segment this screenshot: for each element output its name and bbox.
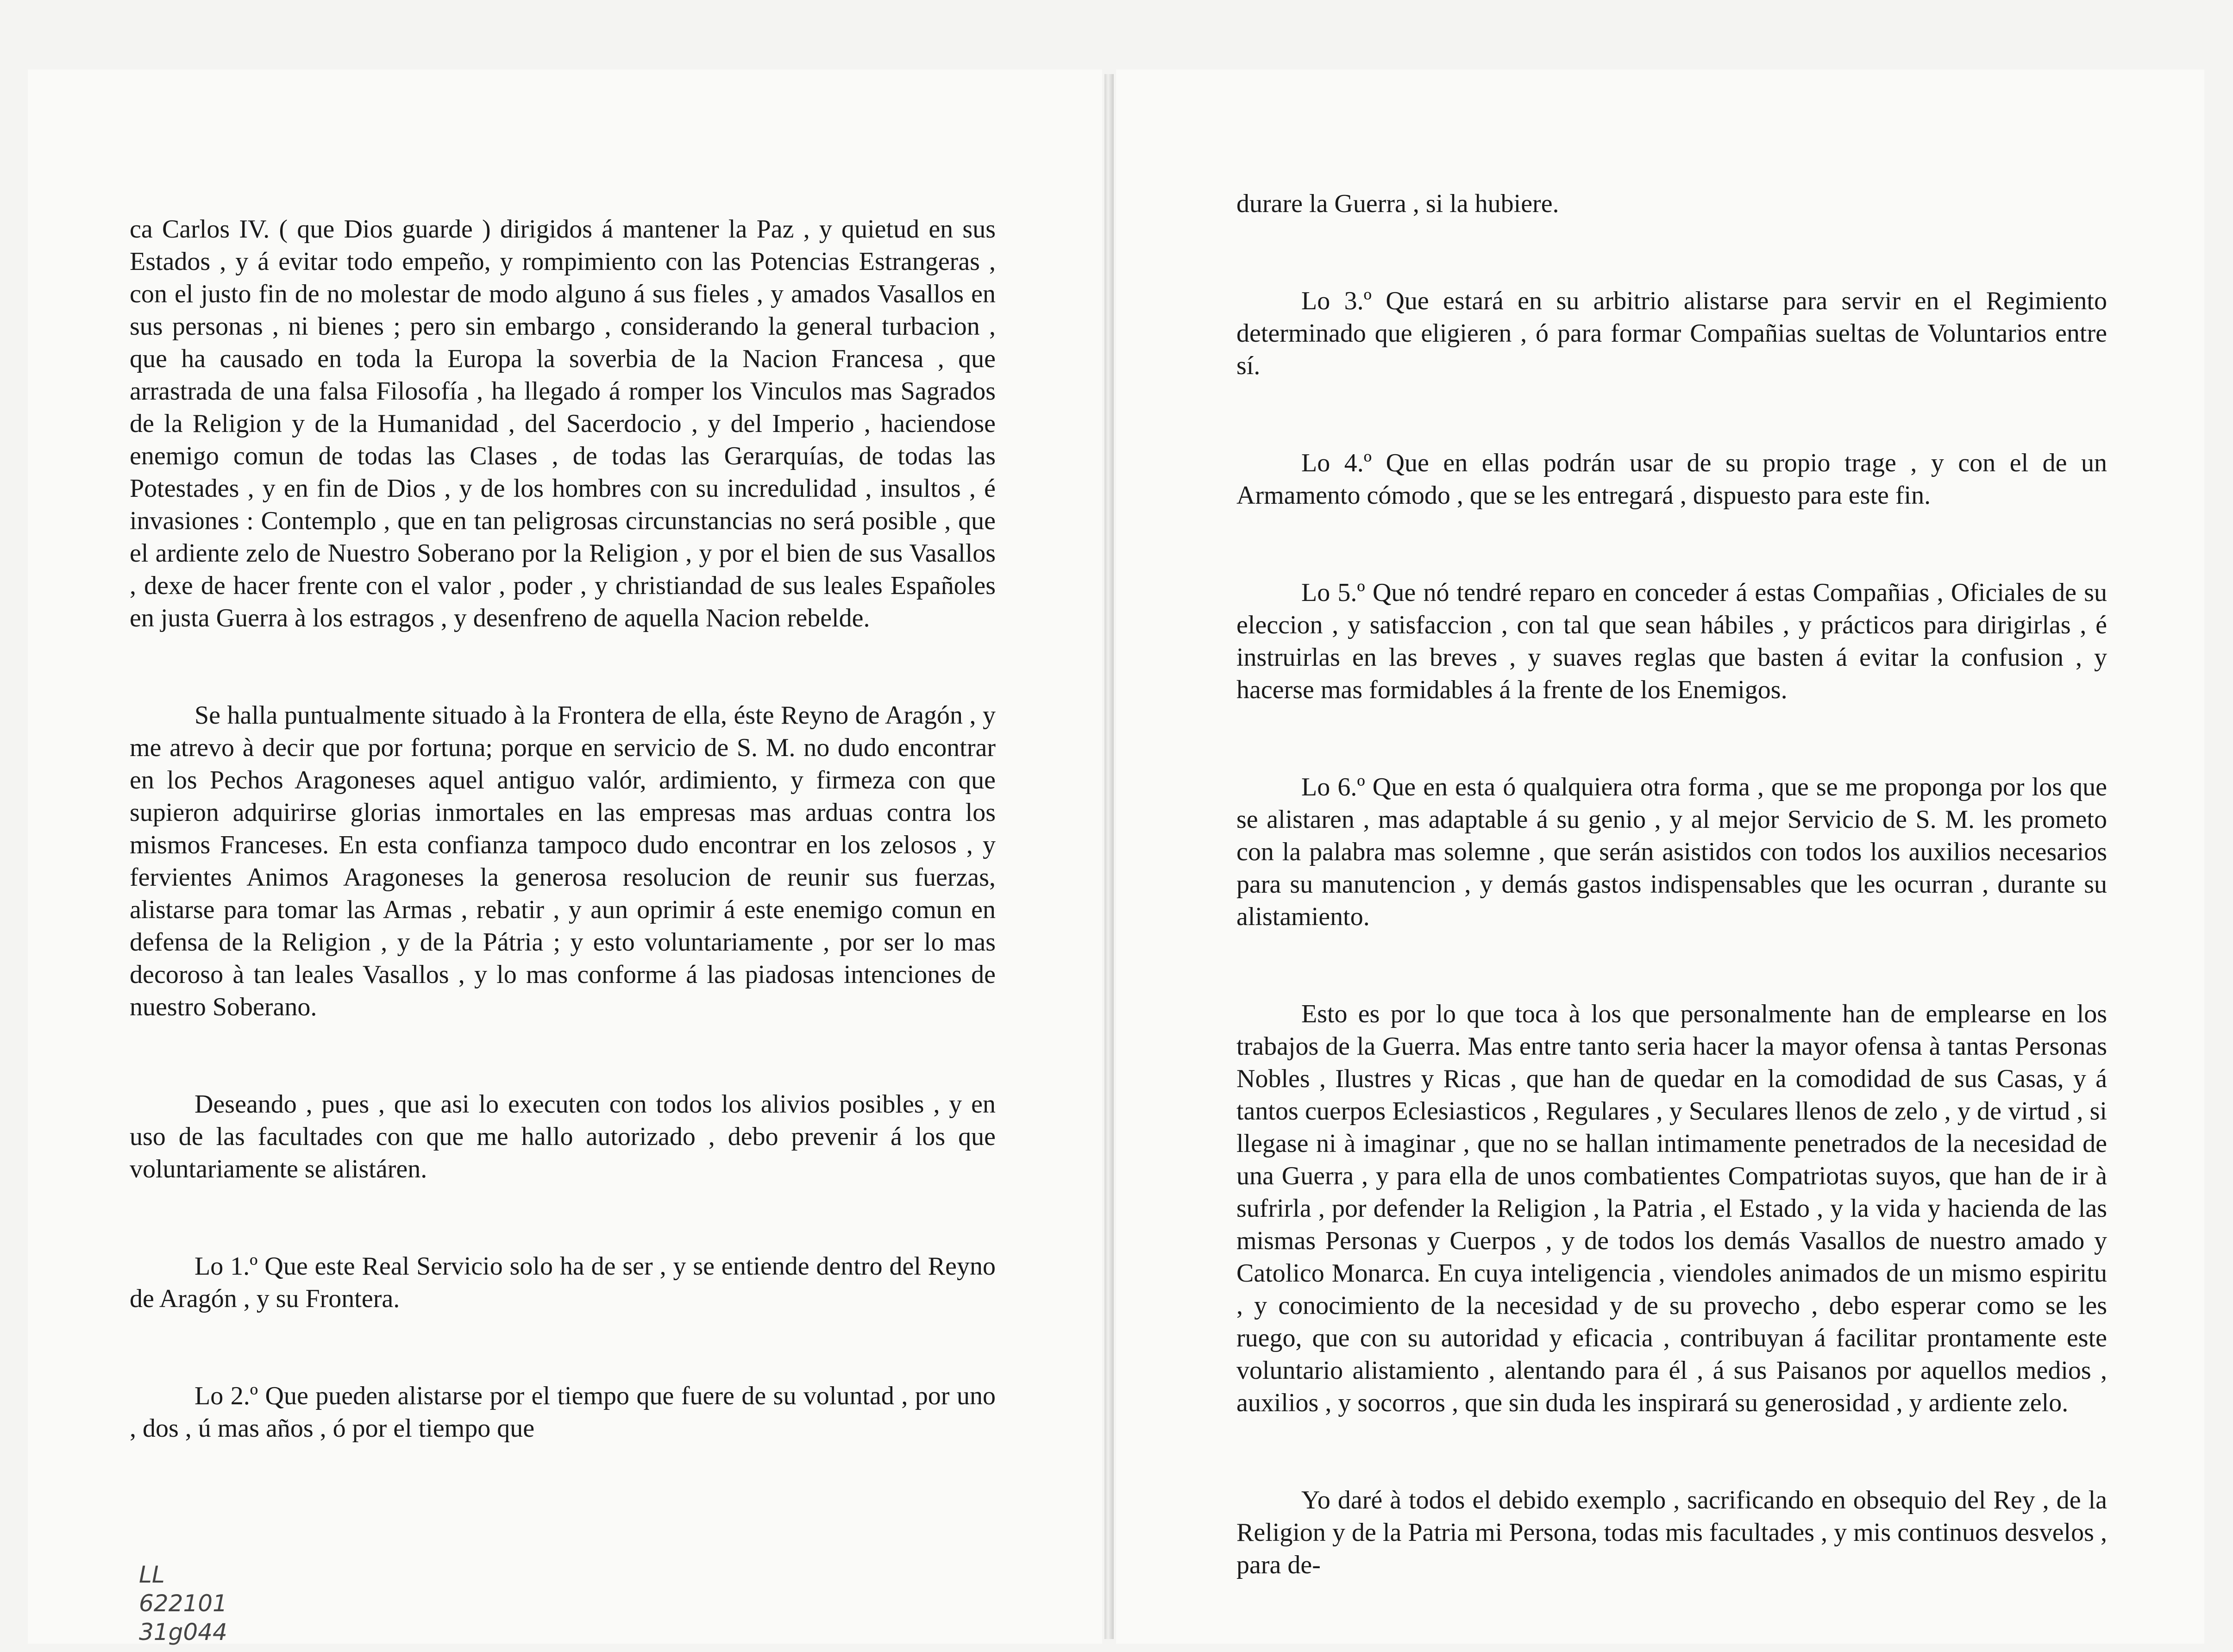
left-paragraph: Lo 2.º Que pueden alistarse por el tiempo que fuere de su voluntad , por uno , dos , ú mas años , ó por el tiempo que [130,1382,1002,1443]
left-paragraph: Deseando , pues , que asi lo executen con todos los alivios posibles , y en uso de las facultades con que me hallo autorizado , debo prevenir á los que voluntariamente se alistáren. [130,1090,1002,1183]
book-gutter [1104,74,1114,1639]
right-page [1116,69,2204,1644]
right-paragraph: Lo 5.º Que nó tendré reparo en conceder á estas Compañias , Oficiales de su eleccion , y satisfaccion , con tal que sean hábiles , y prácticos para dirigirlas , é instruirlas en las breves , y suaves reglas que basten á evitar la confusion , y hacerse mas formidables á la frente de los Enemigos. [1236,578,2114,704]
right-paragraph: Lo 3.º Que estará en su arbitrio alistarse para servir en el Regimiento determinado que eligieren , ó para formar Compañias sueltas de Voluntarios entre sí. [1236,287,2114,380]
right-paragraph: Lo 6.º Que en esta ó qualquiera otra forma , que se me proponga por los que se alistaren , mas adaptable á su genio , y al mejor Servicio de S. M. les prometo con la palabra mas solemne , que serán asistidos con todos los auxilios necesarios para su manutencion , y demás gastos indispensables que les ocurran , durante su alistamiento. [1236,773,2114,931]
left-page [28,69,1102,1644]
right-paragraph: durare la Guerra , si la hubiere. [1236,189,1559,218]
left-paragraph: Se halla puntualmente situado à la Frontera de ella, éste Reyno de Aragón , y me atrevo à decir que por fortuna; porque en servicio de S. M. no dudo encontrar en los Pechos Aragoneses aquel antiguo valór, ardimiento, y firmeza con que supieron adquirirse glorias inmortales en las empresas mas arduas contra los mismos Franceses. En esta confianza tampoco dudo encontrar en los zelosos , y fervientes Animos Aragoneses la generosa resolucion de reunir sus fuerzas, alistarse para tomar las Armas , rebatir , y aun oprimir á este enemigo comun en defensa de la Religion , y de la Pátria ; y esto voluntariamente , por ser lo mas decoroso à tan leales Vasallos , y lo mas conforme á las piadosas intenciones de nuestro Soberano. [130,701,1002,1021]
left-paragraph: Lo 1.º Que este Real Servicio solo ha de ser , y se entiende dentro del Reyno de Aragón , y su Frontera. [130,1252,1002,1313]
right-paragraph: Esto es por lo que toca à los que personalmente han de emplearse en los trabajos de la Guerra. Mas entre tanto seria hacer la mayor ofensa à tantas Personas Nobles , Ilustres y Ricas , que han de quedar en la comodidad de sus Casas, y á tantos cuerpos Eclesiasticos , Regulares , y Seculares llenos de zelo , y de virtud , si llegase ni à imaginar , que no se hallan intimamente penetrados de la necesidad de una Guerra , y para ella de unos combatientes Compatriotas suyos, que han de ir à sufrirla , por defender la Religion , la Patria , el Estado , y la vida y hacienda de las mismas Personas y Cuerpos , y de todos los demás Vasallos de nuestro amado y Catolico Monarca. En cuya inteligencia , viendoles animados de un mismo espiritu , y conocimiento de la necesidad y de su provecho , debo esperar como se les ruego, que con su autoridad y eficacia , contribuyan á facilitar prontamente este voluntario alistamiento , alentando para él , á sus Paisanos por aquellos medios , auxilios , y socorros , que sin duda les inspirará su generosidad , y ardiente zelo. [1236,1000,2114,1417]
right-page-text [1236,123,2114,1646]
archive-mark: LL 622101 31g044 [139,1561,227,1646]
right-paragraph: Yo daré à todos el debido exemplo , sacrificando en obsequio del Rey , de la Religion y de la Patria mi Persona, todas mis facultades , y mis continuos desvelos , para de- [1236,1486,2114,1579]
left-paragraph: ca Carlos IV. ( que Dios guarde ) dirigidos á mantener la Paz , y quietud en sus Estados , y á evitar todo empeño, y rompimiento con las Potencias Estrangeras , con el justo fin de no molestar de modo alguno á sus fieles , y amados Vasallos en sus personas , ni bienes ; pero sin embargo , considerando la general turbacion , que ha causado en toda la Europa la soverbia de la Nacion Francesa , que arrastrada de una falsa Filosofía , ha llegado á romper los Vinculos mas Sagrados de la Religion y de la Humanidad , del Sacerdocio , y del Imperio , haciendose enemigo comun de todas las Clases , de todas las Gerarquías, de todas las Potestades , y en fin de Dios , y de los hombres con su incredulidad , insultos , é invasiones : Contemplo , que en tan peligrosas circunstancias no será posible , que el ardiente zelo de Nuestro Soberano por la Religion , y por el bien de sus Vasallos , dexe de hacer frente con el valor , poder , y christiandad de sus leales Españoles en justa Guerra à los estragos , y desenfreno de aquella Nacion rebelde. [130,215,1002,632]
left-page-text [130,148,1002,1509]
right-paragraph: Lo 4.º Que en ellas podrán usar de su propio trage , y con el de un Armamento cómodo , que se les entregará , dispuesto para este fin. [1236,449,2112,510]
